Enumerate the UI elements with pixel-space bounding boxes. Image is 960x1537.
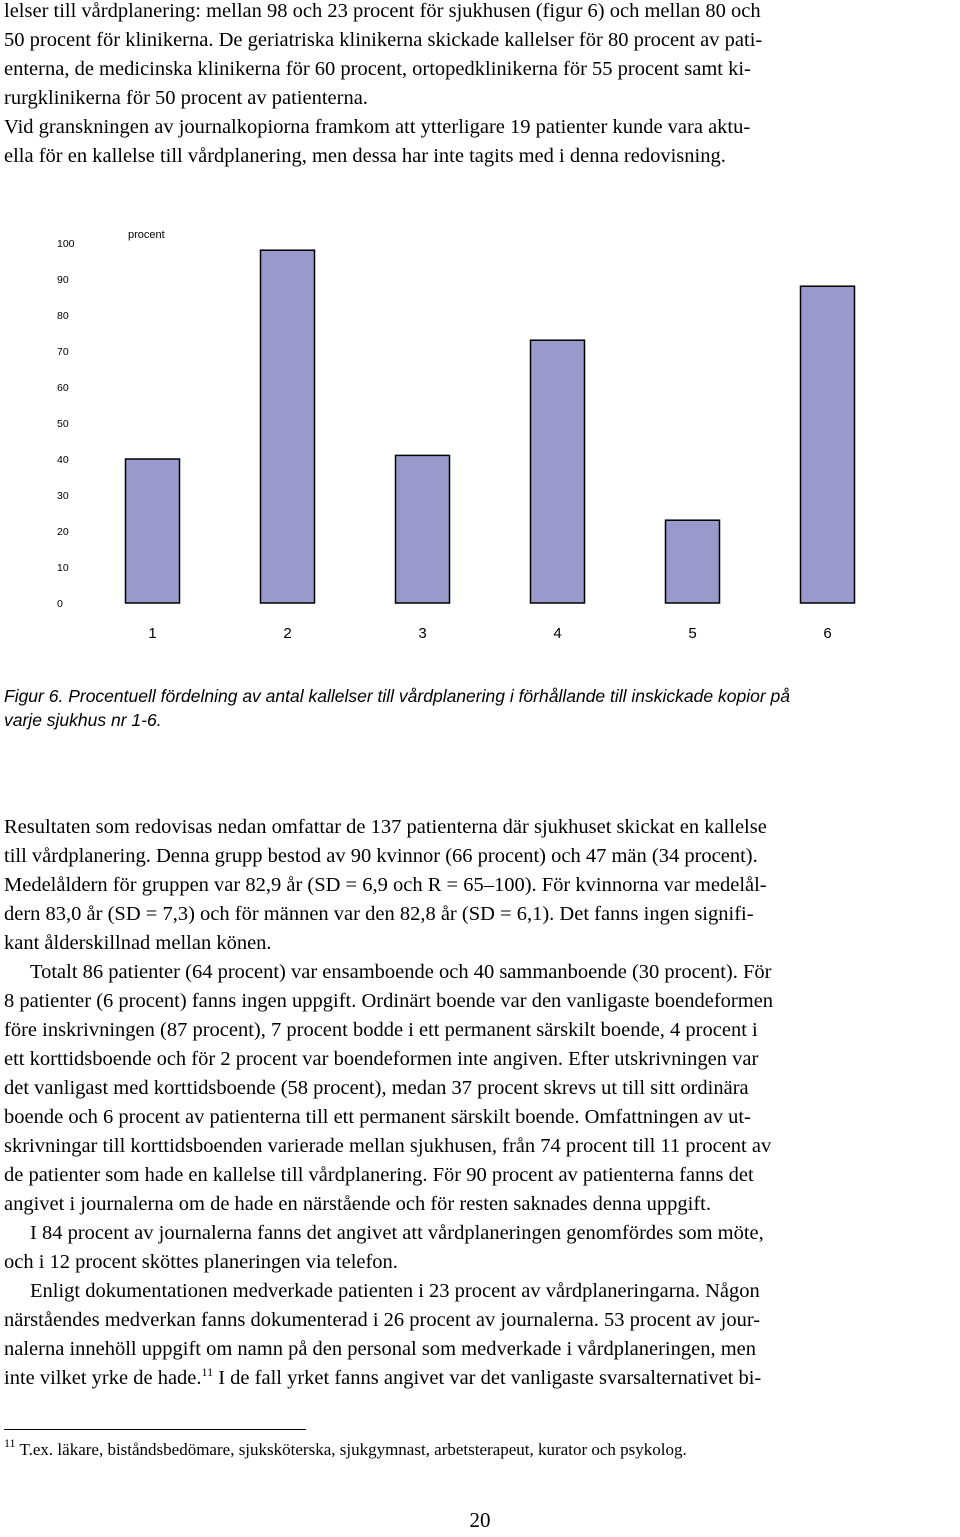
text-line: Totalt 86 patienter (64 procent) var ensamboende och 40 sammanboende (30 procent). För <box>30 961 772 983</box>
y-tick-label: 10 <box>57 562 69 574</box>
y-tick-label: 40 <box>57 454 69 466</box>
top-paragraph <box>4 0 956 113</box>
caption-line: varje sjukhus nr 1-6. <box>4 710 162 730</box>
text-line: angivet i journalerna om de hade en närstående och för resten saknades denna uppgift. <box>4 1193 711 1215</box>
y-tick-label: 70 <box>57 346 69 358</box>
footnote-number: 11 <box>4 1436 16 1450</box>
bar-6 <box>801 286 855 603</box>
footnote-reference[interactable]: 11 <box>201 1365 214 1379</box>
text-line: ett korttidsboende och för 2 procent var boendeformen inte angiven. Efter utskrivningen var <box>4 1048 759 1070</box>
line-text-after-ref: I de fall yrket fanns angivet var det vanligaste svarsalternativet bi- <box>213 1367 762 1389</box>
y-tick-label: 0 <box>57 598 63 610</box>
line-text-before-ref: inte vilket yrke de hade. <box>4 1367 202 1389</box>
bar-chart-svg <box>0 218 960 648</box>
x-category-label: 3 <box>418 625 427 642</box>
text-line: och i 12 procent sköttes planeringen via telefon. <box>4 1251 398 1273</box>
text-line <box>4 1364 956 1393</box>
meeting-paragraph <box>4 1219 956 1277</box>
text-line: 8 patienter (6 procent) fanns ingen uppgift. Ordinärt boende var den vanligaste boendeformen <box>4 990 774 1012</box>
text-line: I 84 procent av journalerna fanns det angivet att vårdplaneringen genomfördes som möte, <box>30 1222 764 1244</box>
text-line: rurgklinikerna för 50 procent av patienterna. <box>4 87 368 109</box>
bar-4 <box>531 340 585 603</box>
text-line: före inskrivningen (87 procent), 7 procent bodde i ett permanent särskilt boende, 4 procent i <box>4 1019 758 1041</box>
footnote-divider <box>4 1429 306 1430</box>
footnote-text: T.ex. läkare, biståndsbedömare, sjuksköterska, sjukgymnast, arbetsterapeut, kurator och psykolog. <box>15 1440 687 1459</box>
text-line: boende och 6 procent av patienterna till ett permanent särskilt boende. Omfattningen av ut- <box>4 1106 751 1128</box>
text-line: Medelåldern för gruppen var 82,9 år (SD = 6,9 och R = 65–100). För kvinnorna var medelål- <box>4 874 767 896</box>
y-tick-labels <box>57 238 75 610</box>
y-axis-title: procent <box>128 229 165 241</box>
text-line: dern 83,0 år (SD = 7,3) och för männen var den 82,8 år (SD = 6,1). Det fanns ingen signifi- <box>4 903 754 925</box>
x-category-label: 4 <box>553 625 562 642</box>
text-line: 50 procent för klinikerna. De geriatriska klinikerna skickade kallelser för 80 procent av pati- <box>4 29 763 51</box>
text-line: kant ålderskillnad mellan könen. <box>4 932 272 954</box>
y-tick-label: 90 <box>57 274 69 286</box>
text-line: till vårdplanering. Denna grupp bestod av 90 kvinnor (66 procent) och 47 män (34 procent). <box>4 845 758 867</box>
x-category-label: 6 <box>823 625 832 642</box>
text-line: nalerna innehöll uppgift om namn på den personal som medverkade i vårdplaneringen, men <box>4 1338 757 1360</box>
y-tick-label: 50 <box>57 418 69 430</box>
footnote <box>4 1438 954 1462</box>
y-tick-label: 60 <box>57 382 69 394</box>
bar-2 <box>261 250 315 603</box>
y-tick-label: 100 <box>57 238 75 250</box>
results-paragraph <box>4 813 956 958</box>
text-line: Enligt dokumentationen medverkade patienten i 23 procent av vårdplaneringarna. Någon <box>30 1280 760 1302</box>
y-tick-label: 30 <box>57 490 69 502</box>
text-line: lelser till vårdplanering: mellan 98 och 23 procent för sjukhusen (figur 6) och mellan 80 och <box>4 0 761 22</box>
bar-5 <box>666 520 720 603</box>
y-tick-label: 80 <box>57 310 69 322</box>
text-line: enterna, de medicinska klinikerna för 60 procent, ortopedklinikerna för 55 procent samt ki- <box>4 58 751 80</box>
bar-3 <box>396 455 450 603</box>
text-line: det vanligast med korttidsboende (58 procent), medan 37 procent skrevs ut till sitt ordinära <box>4 1077 749 1099</box>
y-tick-label: 20 <box>57 526 69 538</box>
x-category-label: 2 <box>283 625 292 642</box>
caption-line: Figur 6. Procentuell fördelning av antal kallelser till vårdplanering i förhållande till inskickade kopior på <box>4 686 790 706</box>
category-labels <box>148 625 831 642</box>
text-line: ella för en kallelse till vårdplanering, men dessa har inte tagits med i denna redovisning. <box>4 145 726 167</box>
text-line: skrivningar till korttidsboenden varierade mellan sjukhusen, från 74 procent till 11 procent av <box>4 1135 772 1157</box>
text-line: Vid granskningen av journalkopiorna framkom att ytterligare 19 patienter kunde vara aktu- <box>4 116 751 138</box>
participation-paragraph <box>4 1277 956 1393</box>
bar-chart <box>0 218 960 648</box>
figure-caption <box>4 684 954 732</box>
page-number: 20 <box>469 1508 491 1532</box>
second-paragraph <box>4 113 956 171</box>
text-line: närståendes medverkan fanns dokumenterad i 26 procent av journalerna. 53 procent av jour- <box>4 1309 761 1331</box>
x-category-label: 5 <box>688 625 697 642</box>
text-line: de patienter som hade en kallelse till vårdplanering. För 90 procent av patienterna fanns det <box>4 1164 754 1186</box>
x-category-label: 1 <box>148 625 157 642</box>
text-line: Resultaten som redovisas nedan omfattar de 137 patienterna där sjukhuset skickat en kallelse <box>4 816 767 838</box>
housing-paragraph <box>4 958 956 1219</box>
bar-1 <box>126 459 180 603</box>
bars <box>126 250 855 603</box>
